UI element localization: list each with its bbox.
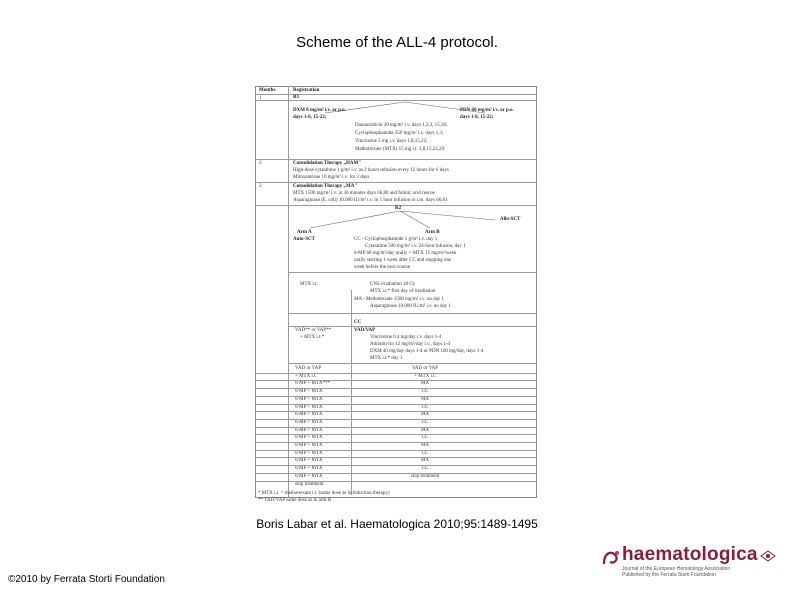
vad-left-line-2: + MTX i.t.* <box>300 335 325 340</box>
cc-line-5: week before the next course <box>354 265 411 270</box>
maintenance-row-divider <box>255 373 537 374</box>
maintenance-left-cell: 6-MP + MTX <box>295 450 323 456</box>
month-3-label: 3 <box>259 184 262 189</box>
logo-subtitle-2: Published by the Ferrata Storti Foundation <box>622 572 716 578</box>
vad-left-line-1: VAD** or VAP** <box>295 328 332 333</box>
maintenance-right-cell: MA <box>420 458 430 464</box>
maintenance-row-divider <box>255 457 537 458</box>
cc-header: CC <box>354 320 362 325</box>
maintenance-left-cell: 6-MP + MTX <box>295 427 323 433</box>
maintenance-row-divider <box>255 411 537 412</box>
maintenance-row-divider <box>255 396 537 397</box>
r1-arm-left-days: days 1-8, 15-22; <box>293 115 327 120</box>
maintenance-right-cell: CC <box>421 404 429 410</box>
maintenance-row-divider <box>255 473 537 474</box>
maintenance-left-cell: 6-MP + MTX <box>295 443 323 448</box>
r1-drug-4: Methotrexate (MTX) 15 mg i.t. 1,8,15,22,29; <box>355 147 446 152</box>
maintenance-row-divider <box>255 450 537 451</box>
maintenance-right-cell: VAD or VAP <box>411 366 439 371</box>
months-column-divider <box>288 86 289 498</box>
figure-citation: Boris Labar et al. Haematologica 2010;95:1489-1495 <box>256 517 538 531</box>
row-divider-8 <box>288 363 537 364</box>
vad-right-title: VAD/VAP <box>354 328 376 333</box>
r1-arm-right-days: days 1-8, 15-22; <box>460 115 494 120</box>
maintenance-right-cell: MA <box>420 381 430 387</box>
footnote-1: * MTX i.t. = methotrexate i.t. (same dose as in induction therapy) <box>258 491 390 496</box>
header-months: Months <box>259 88 276 93</box>
slide-title: Scheme of the ALL-4 protocol. <box>296 34 498 51</box>
maintenance-right-cell: MA <box>420 427 430 433</box>
ham-line-1: High-dose cytarabine 1 g/m² i.v. as 2 hours infusion every 12 hours for 6 days <box>293 168 449 173</box>
month-2-label: 2 <box>259 161 262 166</box>
ma-b-line-2: Asparaginase 10.000 IU/m² i.v. on day 1 <box>370 304 452 309</box>
vad-right-line-4: MTX i.t.* day 1 <box>370 356 403 361</box>
r2-arm-b: Arm B <box>425 230 440 235</box>
maintenance-left-cell: 6-MP + MTX <box>295 412 323 418</box>
cc-line-2: Cytarabine 500 mg/m² i.v. 24-hour infusion, day 1 <box>365 244 466 249</box>
r2-allo-sct: Allo-SCT <box>500 217 521 222</box>
maintenance-right-cell: MA <box>420 412 430 418</box>
cc-line-1: CC - Cyclophosphamide 1 g/m² i.v. day 1 <box>354 237 438 242</box>
maintenance-right-cell: MA <box>420 443 430 448</box>
ma-line-2: Asparaginase (E. coli) 10.000 IU/m² i.v. in 1 hour infusion or i.m. days 66,81 <box>293 198 448 203</box>
copyright-notice: ©2010 by Ferrata Storti Foundation <box>8 574 165 585</box>
maintenance-right-cell: CC <box>421 389 429 395</box>
maintenance-row-divider <box>255 404 537 405</box>
maintenance-left-cell: VAD or VAP <box>295 366 322 371</box>
r2-auto-sct: Auto-SCT <box>293 237 315 242</box>
r1-arm-left: DXM 8 mg/m² i.v. or p.o. <box>293 108 346 113</box>
maintenance-left-cell: 6-MP + MTX <box>295 404 323 410</box>
cc-line-4: orally starting 1 week after CC and stopping one <box>354 258 452 263</box>
r1-arm-right: PDN 60 mg/m² i.v. or p.o. <box>460 108 514 113</box>
logo-subtitle-1: Journal of the European Hematology Association <box>622 566 731 572</box>
maintenance-left-cell: + MTX i.t. <box>295 373 317 379</box>
maintenance-row-divider <box>255 434 537 435</box>
row-divider-6 <box>288 313 537 314</box>
maintenance-row-divider <box>255 481 537 482</box>
maintenance-row-divider <box>255 465 537 466</box>
cns-line-2: MTX i.t.* first day of irradiation <box>370 289 436 294</box>
row-divider-5 <box>288 272 537 273</box>
logo-mark-icon <box>602 548 622 566</box>
maintenance-left-cell: 6-MP + MTX*** <box>295 381 331 387</box>
r2-label: R2 <box>395 206 402 211</box>
r2-branch-arrows <box>295 210 525 232</box>
maintenance-left-cell: 6-MP + MTX <box>295 473 323 479</box>
maintenance-right-cell: MA <box>420 396 430 402</box>
maintenance-right-cell: + MTX i.t. <box>414 373 436 379</box>
maintenance-left-cell: stop treatment <box>295 481 324 487</box>
vad-right-line-1: Vincristine 0.4 mg/day i.v. days 1-4 <box>370 335 442 340</box>
maintenance-row-divider <box>255 419 537 420</box>
maintenance-row-divider <box>255 442 537 443</box>
maintenance-row-divider <box>255 380 537 381</box>
maintenance-left-cell: 6-MP + MTX <box>295 435 323 441</box>
month-1-label: 1 <box>259 96 262 101</box>
maintenance-row-divider <box>255 388 537 389</box>
maintenance-row-divider <box>255 427 537 428</box>
ma-b-line-1: MA - Methotrexate 1500 mg/m² i.v. on day 1 <box>354 297 445 302</box>
r1-drug-1: Daunorubicin 30 mg/m² i.v. days 1,2,3, 15,16; <box>355 123 448 128</box>
maintenance-right-cell: stop treatment <box>410 473 440 479</box>
maintenance-left-cell: 6-MP + MTX <box>295 466 323 472</box>
vad-right-line-3: DXM 40 mg/day days 1-4 or PDN 100 mg/day, days 1-4 <box>370 349 484 354</box>
maintenance-right-cell: CC <box>421 466 429 472</box>
r1-drug-3: Vincristine 2 mg i.v. days 1,8,15,22; <box>355 139 428 144</box>
ma-line-1: MTX 1500 mg/m² i.v. in 30 minutes days 66,80 and folinic acid rescue <box>293 191 435 196</box>
vad-right-line-2: Adriamycin 12 mg/m²/day i.v., days 1-4 <box>370 342 451 347</box>
ham-line-2: Mitoxantrone 10 mg/m² i.v. for 3 days <box>293 175 370 180</box>
cns-line-1: CNS irradiation 18 Gy <box>370 282 416 287</box>
maintenance-right-cell: CC <box>421 450 429 456</box>
haematologica-logo <box>600 544 780 580</box>
r1-drug-2: Cyclophosphamide 350 mg/m² i.v. days 1,3; <box>355 131 444 136</box>
mtx-it-label: MTX i.t. <box>300 282 318 287</box>
header-registration: Registration <box>293 88 320 93</box>
maintenance-left-cell: 6-MP + MTX <box>295 396 323 402</box>
maintenance-right-cell: CC <box>421 435 429 441</box>
ma-title: Consolidation Therapy „MA" <box>293 184 358 189</box>
maintenance-left-cell: 6-MP + MTX <box>295 458 323 464</box>
footnote-2: ** VAD/VAP same dose as in arm B <box>258 498 332 503</box>
maintenance-right-cell: CC <box>421 419 429 425</box>
ham-title: Consolidation Therapy „HAM" <box>293 161 361 166</box>
logo-wordmark: haematologica <box>622 544 758 565</box>
maintenance-left-cell: 6-MP + MTX <box>295 389 323 395</box>
r1-label: R1 <box>293 95 300 100</box>
protocol-scheme-figure <box>255 86 537 512</box>
cc-line-3: 6-MP 60 mg/m²/day orally + MTX 15 mg/m²/week <box>354 251 457 256</box>
logo-emblem-icon <box>760 550 776 562</box>
r2-arm-a: Arm A <box>297 230 312 235</box>
maintenance-left-cell: 6-MP + MTX <box>295 419 323 425</box>
